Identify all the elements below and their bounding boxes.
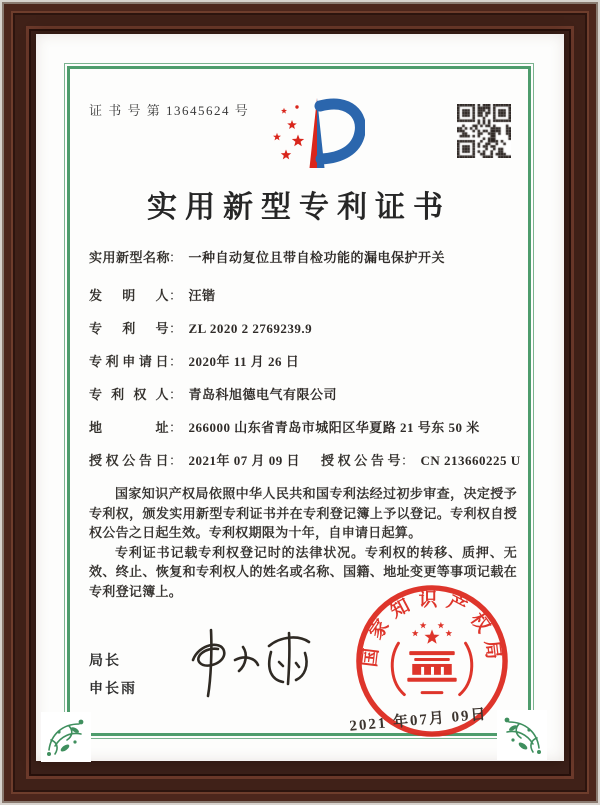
legal-paragraph-1: 国家知识产权局依照中华人民共和国专利法经过初步审查，决定授予专利权，颁发实用新型专利证书并在专利登记簿上予以登记。专利权自授权公告之日起生效。专利权期限为十年，自申请日起算。 <box>89 486 517 540</box>
seal-date: 2021 年07月 09日 <box>348 706 489 735</box>
field-inventor <box>89 286 517 306</box>
colon: ： <box>169 453 183 468</box>
green-border <box>64 63 534 739</box>
field-label: 发明人 <box>89 288 169 303</box>
field-value: 汪锴 <box>188 288 216 303</box>
certificate-paper <box>36 34 564 761</box>
field-utility-model-name <box>89 248 517 268</box>
cnipa-logo-icon <box>253 94 365 180</box>
colon: ： <box>169 250 183 265</box>
field-label: 授权公告日 <box>89 453 169 468</box>
field-value: CN 213660225 U <box>420 453 521 468</box>
svg-text:国家知识产权局 <box>359 588 506 669</box>
field-grant-number <box>321 453 521 468</box>
director-signature <box>177 620 337 712</box>
colon: ： <box>169 354 183 369</box>
colon: ： <box>169 420 183 435</box>
certificate-fields <box>89 248 521 601</box>
field-label: 专利申请日 <box>89 354 169 369</box>
field-value: 一种自动复位且带自检功能的漏电保护开关 <box>188 250 446 265</box>
seal-agency-text: 国家知识产权局 <box>359 589 505 669</box>
certificate-title: 实用新型专利证书 <box>147 191 451 224</box>
field-value: 2020年 11 月 26 日 <box>188 354 300 369</box>
colon: ： <box>401 453 415 468</box>
director-block <box>89 646 137 702</box>
field-label: 专利权人 <box>89 387 169 402</box>
colon: ： <box>169 321 183 336</box>
colon: ： <box>169 387 183 402</box>
certificate-content <box>65 64 533 738</box>
flourish-bottom-left-icon <box>41 712 91 762</box>
field-filing-date <box>89 352 517 372</box>
seal-emblem-gate <box>407 651 456 682</box>
certificate-number: 证 书 号 第 13645624 号 <box>89 103 250 118</box>
field-patent-number <box>89 319 517 339</box>
field-value: 青岛科旭德电气有限公司 <box>188 387 338 402</box>
field-address <box>89 418 517 438</box>
field-label: 实用新型名称 <box>89 250 171 265</box>
director-name: 申长雨 <box>89 680 137 696</box>
field-value: 2021年 07 月 09 日 <box>188 453 301 468</box>
field-label: 地址 <box>89 420 169 435</box>
qr-code <box>457 104 511 158</box>
director-title: 局长 <box>89 652 121 668</box>
field-value: 266000 山东省青岛市城阳区华夏路 21 号东 50 米 <box>188 420 480 435</box>
field-label: 授权公告号 <box>321 453 401 468</box>
legal-paragraph-2: 专利证书记载专利权登记时的法律状况。专利权的转移、质押、无效、终止、恢复和专利权人的姓名或名称、国籍、地址变更等事项记载在专利登记簿上。 <box>89 544 517 599</box>
field-grant-row <box>89 451 521 471</box>
field-label: 专利号 <box>89 321 169 336</box>
field-value: ZL 2020 2 2769239.9 <box>188 321 313 336</box>
colon: ： <box>169 288 183 303</box>
field-patentee <box>89 385 517 405</box>
field-grant-date <box>89 451 321 471</box>
